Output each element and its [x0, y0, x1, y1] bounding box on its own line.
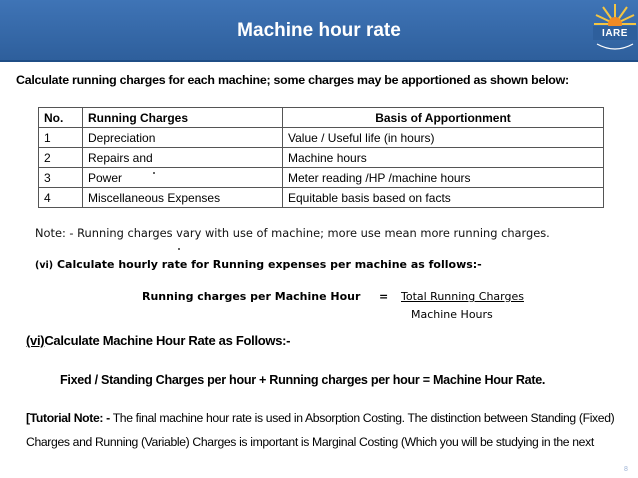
slide-header	[0, 0, 638, 62]
table-header-row	[39, 108, 604, 128]
table-cell: 1	[39, 128, 83, 148]
formula-left: Running charges per Machine Hour	[142, 290, 361, 303]
table-cell: Machine hours	[283, 148, 604, 168]
column-header-running-charges: Running Charges	[83, 108, 283, 128]
table-cell: Miscellaneous Expenses	[83, 188, 283, 208]
stray-dot	[153, 172, 155, 174]
table-row	[39, 168, 604, 188]
note-text: Note: - Running charges vary with use of machine; more use mean more running charges.	[35, 226, 550, 240]
logo-text: IARE	[602, 28, 628, 39]
tutorial-note-text: The final machine hour rate is used in Absorption Costing. The distinction between Standing (Fixed)	[109, 411, 615, 425]
table-cell: 2	[39, 148, 83, 168]
heading-text: Calculate Machine Hour Rate as Follows:-	[44, 333, 291, 348]
machine-hour-rate-heading	[26, 333, 290, 348]
table-row	[39, 148, 604, 168]
table-cell: Depreciation	[83, 128, 283, 148]
instruction-text: Calculate hourly rate for Running expenses per machine as follows:-	[53, 258, 482, 271]
table-cell: Value / Useful life (in hours)	[283, 128, 604, 148]
instruction-prefix: (vi)	[35, 260, 54, 271]
table-cell: Repairs and	[83, 148, 283, 168]
apportionment-table	[38, 107, 604, 208]
page-number: 8	[624, 466, 628, 473]
table-row	[39, 128, 604, 148]
tutorial-note-label: [Tutorial Note: -	[26, 411, 110, 425]
table-cell: Equitable basis based on facts	[283, 188, 604, 208]
stray-dot	[178, 248, 180, 250]
iare-logo	[593, 2, 637, 56]
formula-equals: =	[379, 290, 389, 303]
table-cell: Power	[83, 168, 283, 188]
table-cell: 3	[39, 168, 83, 188]
rate-formula-line: Fixed / Standing Charges per hour + Running charges per hour = Machine Hour Rate.	[60, 373, 546, 387]
column-header-no: No.	[39, 108, 83, 128]
formula-numerator: Total Running Charges	[401, 290, 524, 303]
intro-text: Calculate running charges for each machine; some charges may be apportioned as shown below:	[16, 73, 569, 87]
tutorial-note-line-2: Charges and Running (Variable) Charges is important is Marginal Costing (Which you will be studying in the next	[26, 435, 594, 449]
tutorial-note-line-1	[26, 411, 614, 425]
table-cell: Meter reading /HP /machine hours	[283, 168, 604, 188]
slide-title: Machine hour rate	[237, 20, 401, 41]
formula-denominator: Machine Hours	[411, 308, 493, 321]
table-row	[39, 188, 604, 208]
table-cell: 4	[39, 188, 83, 208]
heading-prefix: (vi)	[26, 333, 45, 348]
hourly-rate-instruction	[35, 258, 482, 271]
column-header-basis: Basis of Apportionment	[283, 108, 604, 128]
